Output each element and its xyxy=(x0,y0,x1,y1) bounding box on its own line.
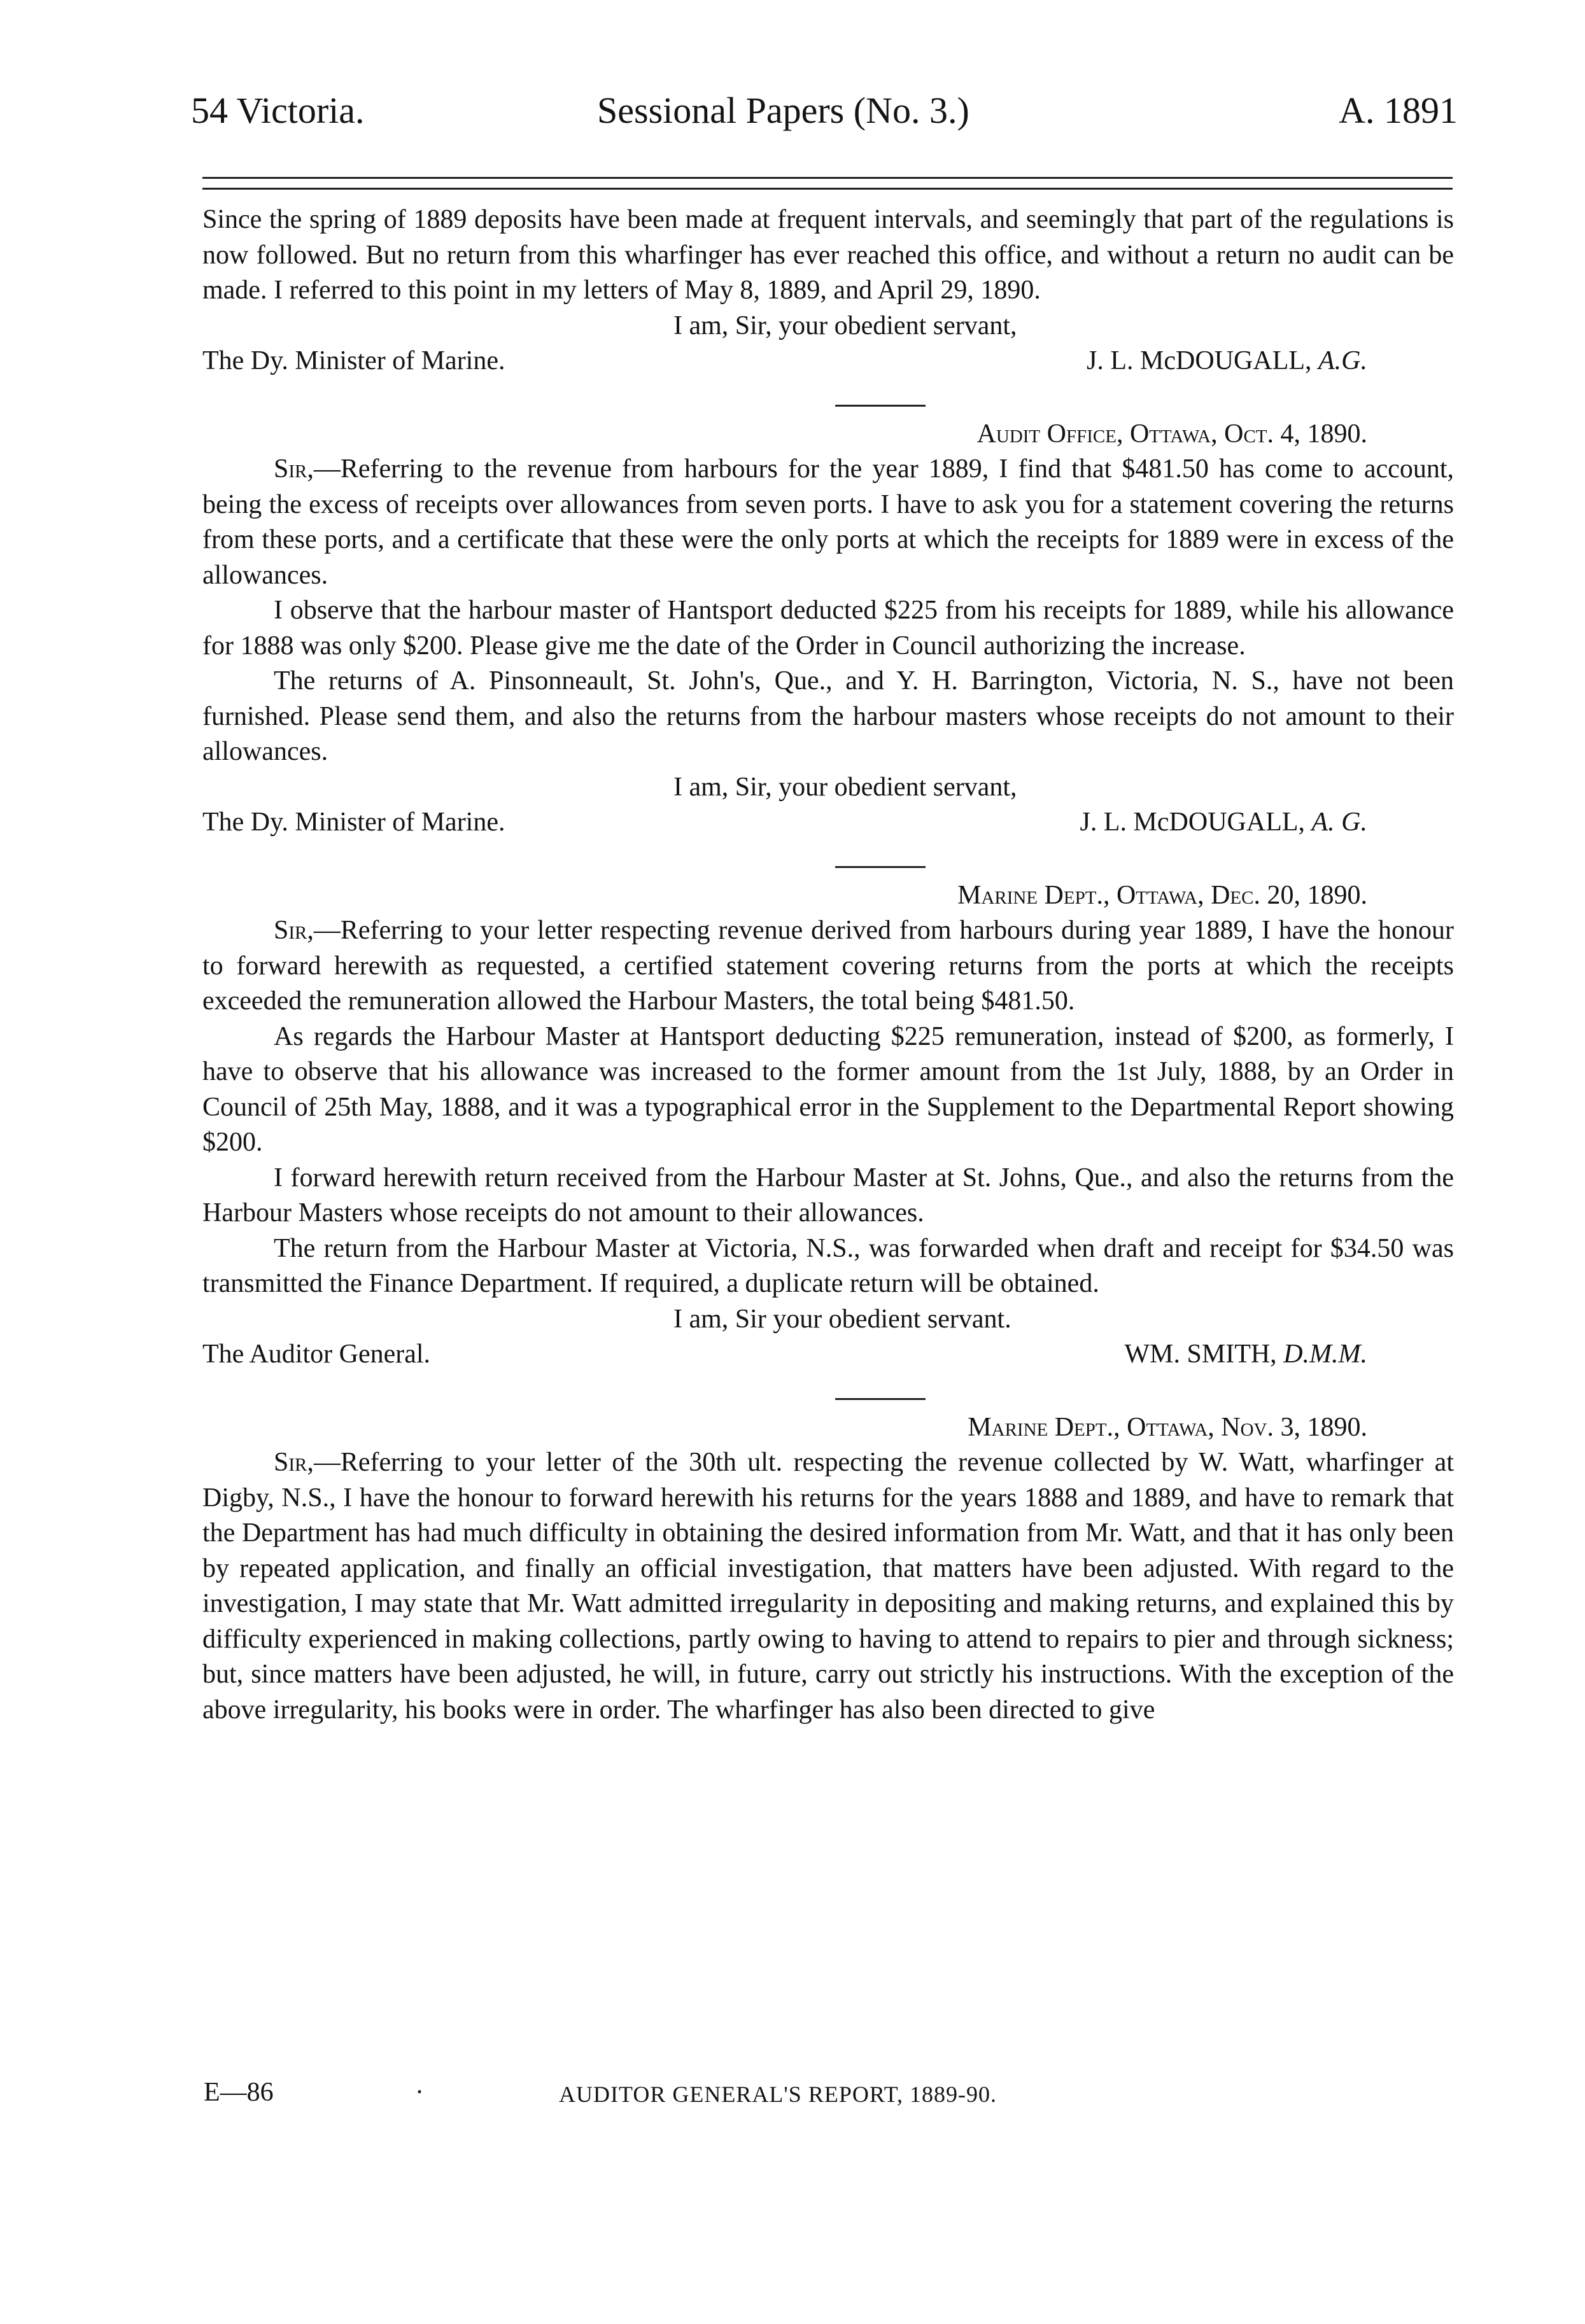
section-separator xyxy=(835,1398,926,1400)
letter-continued xyxy=(202,202,1454,379)
letter-salutation: Sir, xyxy=(274,916,314,945)
letter-paragraph: Sir,—Referring to the revenue from harbours for the year 1889, I find that $481.50 has come to account, being the excess of receipts over allowances from seven ports. I have to ask you for a statement covering the returns from these ports, and a certificate that these were the only ports at which the receipts for 1889 were in excess of the allowances. xyxy=(202,454,1454,590)
letter-paragraph: The returns of A. Pinsonneault, St. John's, Que., and Y. H. Barrington, Victoria, N. S., have not been furnished. Please send them, and also the returns from the harbour masters whose receipts do not amount to their allowances. xyxy=(202,666,1454,766)
letter-salutation: Sir, xyxy=(274,454,314,484)
footer-report-title: AUDITOR GENERAL'S REPORT, 1889-90. xyxy=(559,2082,997,2107)
letter-paragraph: As regards the Harbour Master at Hantsport deducting $225 remuneration, instead of $200, as formerly, I have to observe that his allowance was increased to the former amount from the 1st July, 1888, by an Order in Council of 25th May, 1888, and it was a typographical error in the Supplement to the Departmental Report showing $200. xyxy=(202,1021,1454,1157)
page-number: E—86 xyxy=(204,2078,274,2107)
letter-closing: I am, Sir, your obedient servant, xyxy=(673,772,1017,802)
letter-addressee: The Auditor General. xyxy=(202,1340,431,1369)
letter-paragraph: Sir,—Referring to your letter respecting revenue derived from harbours during year 1889, I have the honour to forward herewith as requested, a certified statement covering returns from the ports at which the receipts exceeded the remuneration allowed the Harbour Masters, the total being $481.50. xyxy=(202,916,1454,1016)
footer-mark: · xyxy=(415,2078,424,2107)
letter-signature: J. L. McDOUGALL, A.G. xyxy=(1087,346,1367,375)
letter-paragraph: I forward herewith return received from the Harbour Master at St. Johns, Que., and also the returns from the Harbour Masters whose receipts do not amount to their allowances. xyxy=(202,1163,1454,1228)
letter-dateline: Marine Dept., Ottawa, Nov. 3, 1890. xyxy=(968,1412,1367,1442)
signature-row xyxy=(202,344,1454,379)
header-double-rule xyxy=(202,177,1453,190)
letter-dateline: Audit Office, Ottawa, Oct. 4, 1890. xyxy=(976,419,1367,449)
letter-closing: I am, Sir your obedient servant. xyxy=(673,1304,1011,1334)
letter-marine-dept-dec xyxy=(202,878,1454,1373)
letter-paragraph: I observe that the harbour master of Hantsport deducted $225 from his receipts for 1889, while his allowance for 1888 was only $200. Please give me the date of the Order in Council authorizing the increase. xyxy=(202,596,1454,661)
signature-row xyxy=(202,1337,1454,1373)
header-volume: 54 Victoria. xyxy=(191,90,365,131)
section-separator xyxy=(835,405,926,407)
header-title: Sessional Papers (No. 3.) xyxy=(597,90,969,131)
letter-addressee: The Dy. Minister of Marine. xyxy=(202,346,505,375)
letter-signature: WM. SMITH, D.M.M. xyxy=(1124,1340,1367,1369)
letter-marine-dept-nov xyxy=(202,1410,1454,1728)
letter-audit-office xyxy=(202,417,1454,841)
letter-dateline: Marine Dept., Ottawa, Dec. 20, 1890. xyxy=(957,880,1367,910)
letter-addressee: The Dy. Minister of Marine. xyxy=(202,808,505,837)
running-header xyxy=(191,89,1458,140)
letter-salutation: Sir, xyxy=(274,1448,314,1477)
signature-row xyxy=(202,805,1454,841)
header-year: A. 1891 xyxy=(1339,90,1458,131)
section-separator xyxy=(835,866,926,868)
letter-signature: J. L. McDOUGALL, A. G. xyxy=(1080,808,1367,837)
letter-closing: I am, Sir, your obedient servant, xyxy=(673,311,1017,340)
letter-paragraph: Sir,—Referring to your letter of the 30th ult. respecting the revenue collected by W. Watt, wharfinger at Digby, N.S., I have the honour to forward herewith his returns for the years 1888 and 1889, and have to remark that the Department has had much difficulty in obtaining the desired information from Mr. Watt, and that it has only been by repeated application, and finally an official investigation, that matters have been adjusted. With regard to the investigation, I may state that Mr. Watt admitted irregularity in depositing and making returns, and explained this by difficulty experienced in making collections, partly owing to having to attend to repairs to pier and through sickness; but, since matters have been adjusted, he will, in future, carry out strictly his instructions. With the exception of the above irregularity, his books were in order. The wharfinger has also been directed to give xyxy=(202,1448,1454,1725)
page-body xyxy=(202,202,1454,1728)
letter-paragraph: The return from the Harbour Master at Victoria, N.S., was forwarded when draft and receipt for $34.50 was transmitted the Finance Department. If required, a duplicate return will be obtained. xyxy=(202,1233,1454,1298)
letter-body: Since the spring of 1889 deposits have been made at frequent intervals, and seemingly that part of the regulations is now followed. But no return from this wharfinger has ever reached this office, and without a return no audit can be made. I referred to this point in my letters of May 8, 1889, and April 29, 1890. xyxy=(202,205,1454,305)
